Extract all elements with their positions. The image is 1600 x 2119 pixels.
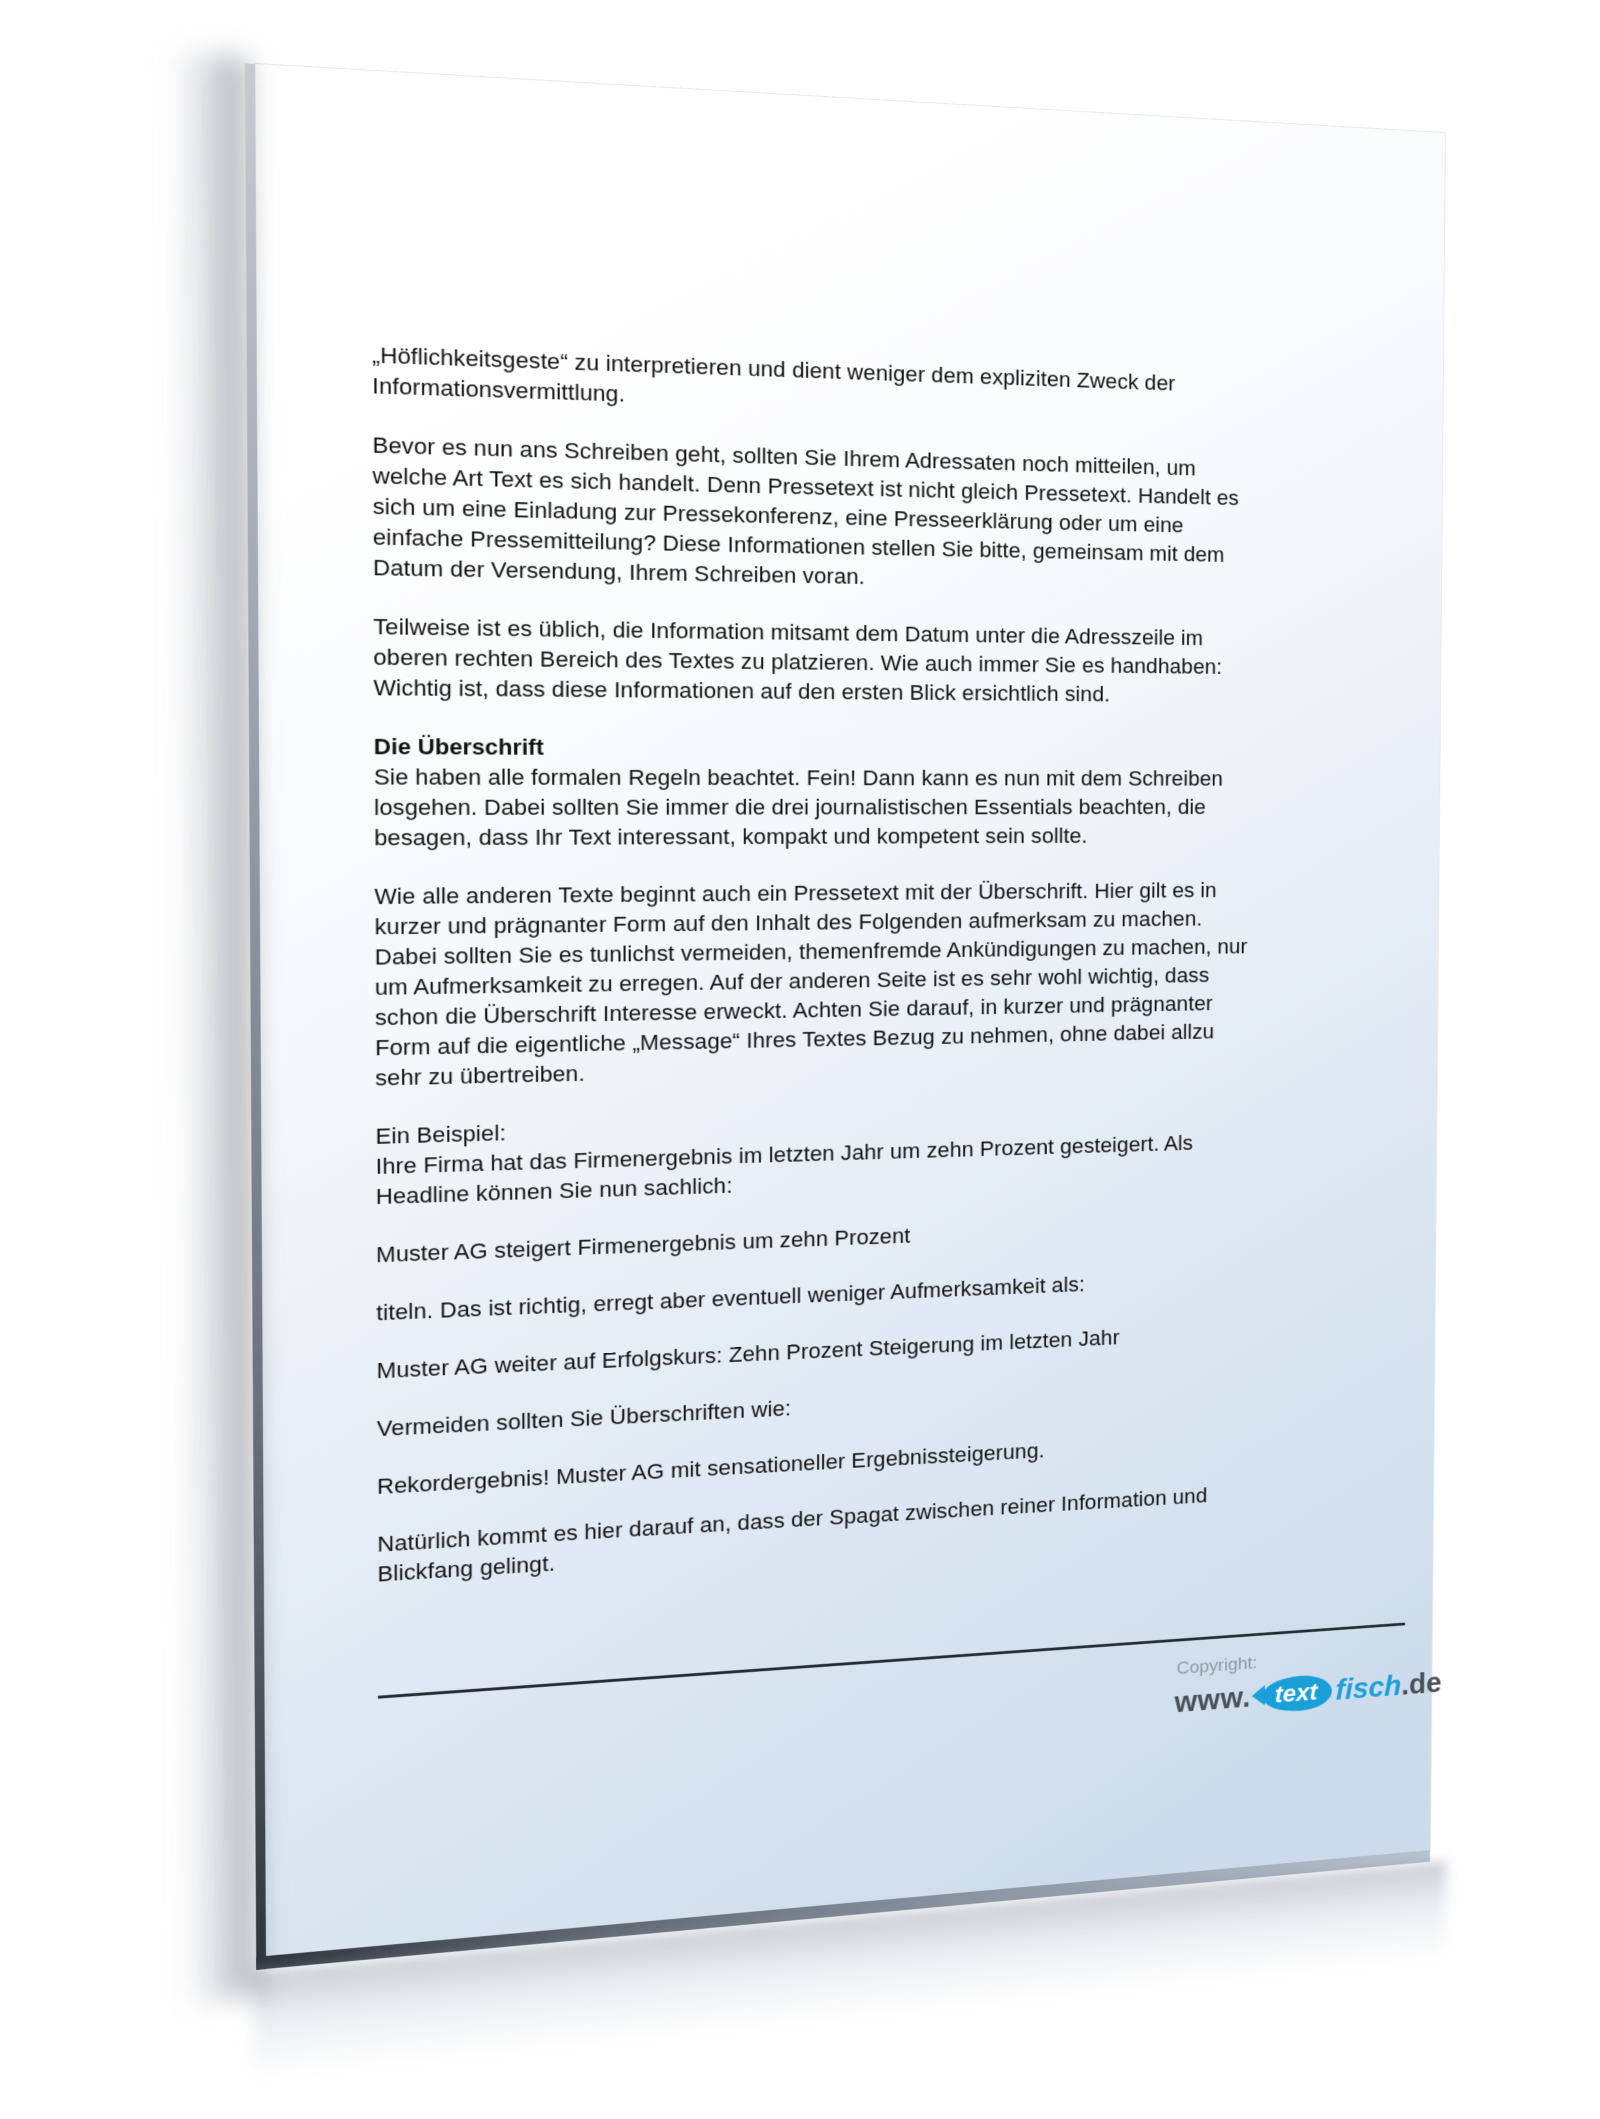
fish-tail-icon	[1252, 1685, 1265, 1706]
fish-icon	[1262, 1674, 1332, 1714]
section-heading: Die Überschrift	[373, 733, 544, 760]
paragraph: „Höflichkeitsgeste“ zu interpretieren und dient weniger dem expliziten Zweck der Informationsvermittlung.	[371, 342, 1176, 407]
copyright-label: Copyright:	[1176, 1653, 1258, 1679]
paragraph: titeln. Das ist richtig, erregt aber eventuell weniger Aufmerksamkeit als:	[376, 1272, 1085, 1326]
page-cast-shadow	[172, 53, 257, 2003]
page-reflection	[253, 1861, 1446, 2112]
document-text	[255, 64, 1445, 1597]
example-headline: Rekordergebnis! Muster AG mit sensationeller Ergebnissteigerung.	[376, 1438, 1045, 1500]
document-page	[255, 64, 1445, 1956]
page-footer	[378, 1623, 1442, 1719]
logo-fisch-text: fisch	[1335, 1669, 1402, 1707]
fish-label: text	[1274, 1676, 1318, 1708]
example-headline: Muster AG steigert Firmenergebnis um zehn Prozent	[375, 1223, 911, 1268]
paragraph: Vermeiden sollten Sie Überschriften wie:	[376, 1395, 792, 1442]
paragraph: Sie haben alle formalen Regeln beachtet. Fein! Dann kann es nun mit dem Schreiben losgehen. Dabei sollten Sie immer die drei journalistischen Essentials beachten, die besagen, dass Ihr Text interessant, kompakt und kompetent sein sollte.	[373, 764, 1224, 851]
paragraph: Teilweise ist es üblich, die Information mitsamt dem Datum unter die Adresszeile im oberen rechten Bereich des Textes zu platzieren. Wie auch immer Sie es handhaben: Wichtig ist, dass diese Informationen auf den ersten Blick ersichtlich sind.	[373, 613, 1223, 707]
paragraph: Natürlich kommt es hier darauf an, dass der Spagat zwischen reiner Information und Blickfang gelingt.	[377, 1483, 1208, 1587]
logo-www-text: www.	[1174, 1680, 1251, 1719]
example-headline: Muster AG weiter auf Erfolgskurs: Zehn Prozent Steigerung im letzten Jahr	[376, 1325, 1120, 1384]
paragraph: Bevor es nun ans Schreiben geht, sollten Sie Ihrem Adressaten noch mitteilen, um welche Art Text es sich handelt. Denn Pressetext ist nicht gleich Pressetext. Handelt es sich um eine Einladung zur Pressekonferenz, eine Presseerklärung oder um eine einfache Pressemitteilung? Diese Informationen stellen Sie bitte, gemeinsam mit dem Datum der Versendung, Ihrem Schreiben voran.	[372, 432, 1239, 589]
paragraph: Ein Beispiel: Ihre Firma hat das Firmenergebnis im letzten Jahr um zehn Prozent gesteigert. Als Headline können Sie nun sachlich:	[375, 1120, 1194, 1210]
logo-de-text: .de	[1401, 1666, 1442, 1702]
paragraph: Wie alle anderen Texte beginnt auch ein Pressetext mit der Überschrift. Hier gilt es in kurzer und prägnanter Form auf den Inhalt des Folgenden aufmerksam zu machen. Dabei sollten Sie es tunlichst vermeiden, themenfremde Ankündigungen zu machen, nur um Aufmerksamkeit zu erregen. Auf der anderen Seite ist es sehr wohl wichtig, dass schon die Überschrift Interesse erweckt. Achten Sie darauf, in kurzer und prägnanter Form auf die eigentliche „Message“ Ihres Textes Bezug zu nehmen, ohne dabei allzu sehr zu übertreiben.	[374, 878, 1248, 1091]
brand-block	[1174, 1643, 1442, 1721]
